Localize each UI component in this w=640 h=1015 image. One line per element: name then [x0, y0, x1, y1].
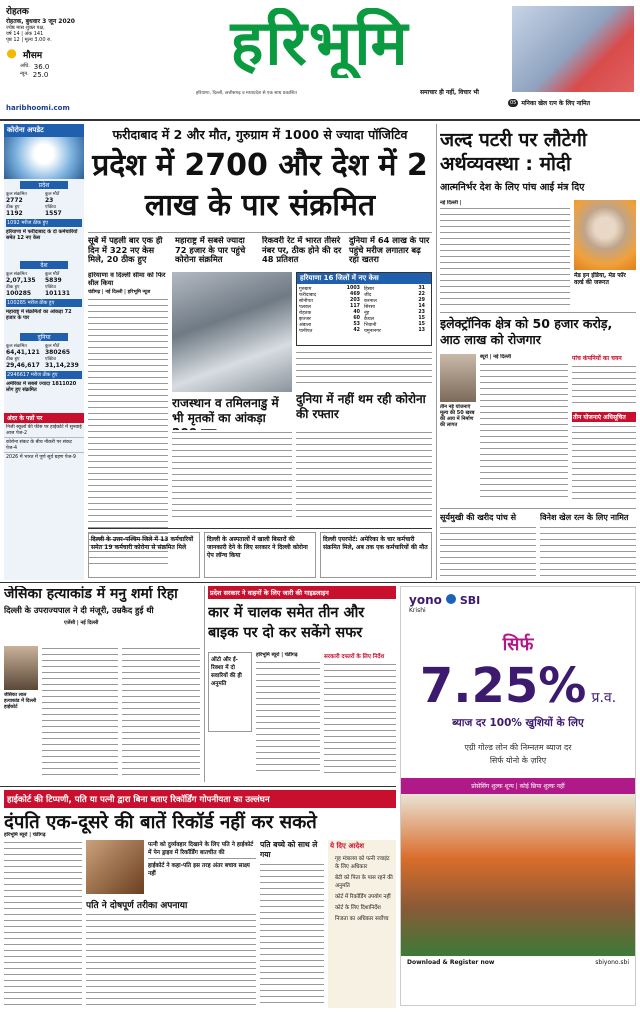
district-name: अंबाला: [299, 323, 312, 328]
hc-bullet: पत्नी को दुर्व्यवहार दिखाने के लिए पति ने हाईकोर्ट में पेन ड्राइव में रिकॉर्डिंग बातचीत की: [148, 840, 256, 859]
car-box-title: सरकारी दफ्तरों के लिए निर्देश: [324, 654, 385, 660]
district-name: रोहतक: [299, 311, 312, 316]
district-count: 23: [418, 310, 425, 315]
haryana-table-title: हरियाणा 16 जिलों में नए केस: [297, 273, 431, 284]
hc-story: हाईकोर्ट की टिप्पणी, पति या पत्नी द्वारा बिना बताए रिकॉर्डिंग गोपनीयता का उल्लंघन दंपति एक-दूसरे की बातें रिकॉर्ड नहीं कर सकते हरिभूमि ब्यूरो | चंडीगढ़ पत्नी को दुर्व्यवहार दिखाने के लिए पति ने हाईकोर्ट में पेन ड्राइव में रिकॉर्डिंग बातचीत की हाईकोर्ट ने कहा-पति इस तरह अंतर बचाव साक्ष्य नहीं पति ने दोषपूर्ण तरीका अपनाया पति बच्चे को साथ ले गया ये दिए आदेश गृह मंत्रालय को पत्नी ज्वाइंट के लिए अधिकार बेटी को पिता के पास रहने की अनुमति कोर्ट में रिकॉर्डिंग उपयोग नहीं कोर्ट के लिए दिशानिर्देश निजता का अधिकार सर्वोच्च: [4, 790, 396, 1012]
teaser-text: मनिका खेल रत्न के लिए नामित: [521, 100, 591, 107]
lead-left-column: हरियाणा व दिल्ली सीमा को फिर सील किया चंडीगढ़ | नई दिल्ली | हरिभूमि न्यूज: [88, 272, 168, 576]
district-count: 15: [418, 322, 425, 327]
lead-kicker: फरीदाबाद में 2 और मौत, गुरुग्राम में 1000 से ज्यादा पॉजिटिव: [112, 127, 408, 142]
district-count: 469: [349, 292, 360, 297]
car-kicker: प्रदेश सरकार ने वाहनों के लिए जारी की गाइडलाइन: [208, 586, 396, 599]
district-name: यमुनानगर: [364, 329, 381, 334]
district-name: पानीपत: [299, 329, 313, 334]
order-item: निजता का अधिकार सर्वोच्च: [335, 916, 389, 922]
car-aside: ऑटो और ई-रिक्शा में दो सवारियों की ही अनुमति: [208, 652, 252, 732]
hc-headline: दंपति एक-दूसरे की बातें रिकॉर्ड नहीं कर सकते: [4, 812, 317, 833]
corona-update-title: कोरोना अपडेट: [4, 124, 84, 137]
lead-sub2b: दुनिया में नहीं थम रही कोरोना की रफ्तार: [296, 392, 426, 421]
lead-sub2a: राजस्थान व तमिलनाडु में भी मृतकों का आंकड़ा: [172, 396, 279, 425]
virus-photo: [4, 137, 84, 179]
lead-box: दिल्ली के उत्तर-पश्चिम जिले में 13 कर्मचारियों समेत 19 कर्मचारी कोरोना से संक्रमित मिले: [88, 532, 200, 578]
district-name: फरीदाबाद: [299, 293, 317, 298]
section-state: प्रदेश: [20, 181, 68, 189]
jessica-deck: दिल्ली के उपराज्यपाल ने दी मंजूरी, उम्रकैद हुई थी: [4, 605, 154, 616]
hc-mid2: पति ने दोषपूर्ण तरीका अपनाया: [86, 901, 188, 911]
jessica-headline: जेसिका हत्याकांड में मनु शर्मा रिहा: [4, 586, 178, 602]
elec-caption: तीन नई योजनाएं मूल्य की 50 खरब की आय में निर्माण की लागत: [440, 404, 475, 428]
district-count: 203: [349, 298, 360, 303]
order-item: गृह मंत्रालय को पत्नी ज्वाइंट के लिए अधिकार: [335, 856, 390, 870]
district-count: 1003: [346, 286, 360, 291]
sports-story: विनेश खेल रत्न के लिए नामित: [540, 512, 636, 580]
section-country: देश: [20, 261, 68, 269]
ravishankar-photo: [440, 354, 476, 402]
corona-sidebar: कोरोना अपडेट प्रदेश कुल संक्रमित कुल मौतें 2772 23 ठीक हुए एक्टिव 1192 1557 1092 मरीज ठीक हुए हरियाणा में फरीदाबाद के दो कर्मचारियों समेत 12 नए केस देश कुल संक्रमित कुल मौतें 2,07,135 5839 ठीक हुए एक्टिव 100285 101131 100285 मरीज ठीक हुए महाराष्ट्र में संक्रमितों का आंकड़ा 72 हजार के पार दुनिया कुल संक्रमित कुल मौतें 64,41,121 380265 ठीक हुए एक्टिव 29,46,617 31,14,239 2946617 मरीज ठीक हुए अमेरिका में सबसे ज्यादा 1811020 लोग हुए संक्रमित अंदर के पन्नों पर निजी स्कूलों की फीस पर हाईकोर्ट में सुनवाई आज पेज-2 कोरोना संकट के बीच नौकरी पर संकट पेज-4 2026 में भारत में पूर्ण सूर्य ग्रहण पेज-9: [4, 124, 84, 580]
masthead-date: रोहतक, बुधवार 3 जून 2020: [6, 18, 75, 25]
hc-orders: ये दिए आदेश गृह मंत्रालय को पत्नी ज्वाइंट के लिए अधिकार बेटी को पिता के पास रहने की अनुमति कोर्ट में रिकॉर्डिंग उपयोग नहीं कोर्ट के लिए दिशानिर्देश निजता का अधिकार सर्वोच्च: [328, 840, 396, 1008]
lead-sub: दुनिया में 64 लाख के पार पहुंचे मरीज लगातार बढ़ रहा खतरा: [349, 236, 430, 265]
section-world: दुनिया: [20, 333, 68, 341]
lead-sub: महाराष्ट्र में सबसे ज्यादा 72 हजार के पार पहुंचे कोरोना संक्रमित: [175, 236, 246, 265]
district-name: भिवानी: [364, 323, 377, 328]
haryana-table: [296, 272, 432, 346]
district-name: गुरुग्राम: [299, 287, 312, 292]
lead-sub: सूबे में पहली बार एक ही दिन में 322 नए केस मिले, 20 ठीक हुए: [88, 236, 163, 265]
jessica-story: जेसिका हत्याकांड में मनु शर्मा रिहा दिल्ली के उपराज्यपाल ने दी मंजूरी, उम्रकैद हुई थी एजेंसी | नई दिल्ली जेसिका लाल हत्याकांड में दिल्ली हाईकोर्ट: [4, 586, 200, 782]
district-name: कैथल: [364, 317, 375, 322]
elec-side2: तीन योजनाएं अधिसूचित: [572, 412, 636, 422]
lead-box: दिल्ली के अस्पतालों में खाली बिस्तरों की जानकारी देने के लिए सरकार ने दिल्ली कोरोना ऐप लॉन्च किया: [204, 532, 316, 578]
district-count: 15: [418, 316, 425, 321]
elec-side-title: पांच कंपनियों का चयन: [572, 355, 622, 362]
ad-farmer-image: [401, 794, 635, 956]
gavel-image: [86, 840, 144, 894]
sbi-ad[interactable]: yono SBI Krishi सिर्फ 7.25% प्र.व. ब्याज दर 100% खुशियों के लिए एग्री गोल्ड लोन की निम्नतम ब्याज दर सिर्फ योनो के ज़रिए प्रोसेसिंग शुल्क शून्य | कोई छिपा शुल्क नहीं Download & Register now sbiyono.sbi: [400, 586, 636, 1006]
district-count: 13: [418, 328, 425, 333]
website-link[interactable]: haribhoomi.com: [6, 104, 70, 112]
lead-photo-caption: हरियाणा व दिल्ली सीमा को फिर सील किया: [88, 272, 166, 287]
district-count: 14: [418, 304, 425, 309]
ad-cta[interactable]: Download & Register now: [407, 959, 495, 966]
district-name: जींद: [364, 293, 372, 298]
district-count: 40: [353, 310, 360, 315]
tagline: हरियाणा, दिल्ली, छत्तीसगढ़ व मध्यप्रदेश से एक साथ प्रकाशित: [196, 91, 297, 96]
modi-headline: जल्द पटरी पर लौटेगी अर्थव्यवस्था : मोदी: [440, 129, 587, 175]
slogan: समाचार ही नहीं, विचार भी: [420, 89, 479, 96]
district-count: 22: [418, 292, 425, 297]
order-item: कोर्ट में रिकॉर्डिंग उपयोग नहीं: [335, 894, 391, 900]
modi-story: जल्द पटरी पर लौटेगी अर्थव्यवस्था : मोदी आत्मनिर्भर देश के लिए पांच आई मंत्र दिए नई दिल्ली | मेड इन इंडिया, मेड फॉर वर्ल्ड की जरूरत: [440, 124, 636, 310]
lead-box: दिल्ली एयरपोर्ट: अमेरिका के चार कर्मचारी संक्रमित मिले, अब तक एक कर्मचारियों की मौत: [320, 532, 432, 578]
teaser-photo: [512, 6, 634, 92]
modi-photo: [574, 200, 636, 270]
district-count: 60: [353, 316, 360, 321]
car-story: प्रदेश सरकार ने वाहनों के लिए जारी की गाइडलाइन कार में चालक समेत तीन और बाइक पर दो कर सकेंगे सफर ऑटो और ई-रिक्शा में दो सवारियों की ही अनुमति हरिभूमि ब्यूरो | चंडीगढ़ सरकारी दफ्तरों के लिए निर्देश: [208, 586, 396, 782]
manu-photo: [4, 646, 38, 690]
electronics-story: इलेक्ट्रॉनिक क्षेत्र को 50 हजार करोड़, आठ लाख को रोजगार तीन नई योजनाएं मूल्य की 50 खरब की आय में निर्माण की लागत ब्यूरो | नई दिल्ली पांच कंपनियों का चयन तीन योजनाएं अधिसूचित: [440, 316, 636, 506]
hc-kicker: हाईकोर्ट की टिप्पणी, पति या पत्नी द्वारा बिना बताए रिकॉर्डिंग गोपनीयता का उल्लंघन: [4, 790, 396, 808]
district-count: 31: [418, 286, 425, 291]
car-headline: कार में चालक समेत तीन और बाइक पर दो कर सकेंगे सफर: [208, 605, 365, 641]
lead-sub: रिकवरी रेट में भारत तीसरे नंबर पर, ठीक होने की दर 48 प्रतिशत: [262, 236, 342, 265]
masthead-city: रोहतक: [6, 7, 29, 17]
modi-deck: आत्मनिर्भर देश के लिए पांच आई मंत्र दिए: [440, 182, 585, 193]
elec-headline: इलेक्ट्रॉनिक क्षेत्र को 50 हजार करोड़, आठ लाख को रोजगार: [440, 316, 613, 347]
district-name: झज्जर: [299, 317, 311, 322]
inside-item[interactable]: 2026 में भारत में पूर्ण सूर्य ग्रहण पेज-9: [6, 455, 76, 460]
inside-pages-title: अंदर के पन्नों पर: [4, 413, 84, 423]
hc-mid-title: पति बच्चे को साथ ले गया: [260, 840, 318, 859]
inside-item[interactable]: निजी स्कूलों की फीस पर हाईकोर्ट में सुनवाई आज पेज-2: [4, 423, 84, 438]
masthead: रोहतक रोहतक, बुधवार 3 जून 2020 ज्येष्ठ मास शुक्ल पक्ष, वर्ष 14 | अंक 141 पृष्ठ 12 | मूल्य 3.00 रु. मौसम अधि. 36.0 न्यून. 25.0 haribhoomi.com हरिभूमि हरियाणा, दिल्ली, छत्तीसगढ़ व मध्यप्रदेश से एक साथ प्रकाशित समाचार ही नहीं, विचार भी 05 मनिका खेल रत्न के लिए नामित: [0, 0, 640, 122]
district-count: 53: [353, 322, 360, 327]
table-row: [364, 328, 429, 334]
lead-story: [88, 124, 432, 580]
district-name: हिसार: [364, 287, 375, 292]
lead-headline: प्रदेश में 2700 और देश में 2 लाख के पार संक्रमित: [92, 148, 428, 224]
district-name: पलवल: [299, 305, 311, 310]
district-name: करनाल: [364, 299, 377, 304]
order-item: बेटी को पिता के पास रहने की अनुमति: [335, 875, 393, 889]
modi-photo-caption: मेड इन इंडिया, मेड फॉर वर्ल्ड की जरूरत: [574, 272, 626, 286]
sbi-logo: [446, 594, 456, 604]
ad-web[interactable]: sbiyono.sbi: [595, 959, 629, 966]
ad-big-label: सिर्फ: [502, 634, 534, 655]
table-row: [299, 328, 364, 334]
ad-band: प्रोसेसिंग शुल्क शून्य | कोई छिपा शुल्क नहीं: [401, 778, 635, 794]
teaser-number: 05: [510, 100, 517, 106]
district-count: 117: [349, 304, 360, 309]
ad-rate: 7.25%: [419, 658, 587, 714]
sun-cloud-icon: [6, 49, 20, 61]
district-name: सिरसा: [364, 305, 375, 310]
hc-bullet: हाईकोर्ट ने कहा-पति इस तरह अंतर बचाव साक्ष्य नहीं: [148, 863, 250, 877]
order-item: कोर्ट के लिए दिशानिर्देश: [335, 905, 381, 911]
district-name: सोनीपत: [299, 299, 313, 304]
district-count: 29: [418, 298, 425, 303]
district-name: नूंह: [364, 311, 370, 316]
weather-box: मौसम अधि. 36.0 न्यून. 25.0: [6, 48, 86, 108]
inside-item[interactable]: कोरोना संकट के बीच नौकरी पर संकट पेज-4: [4, 438, 84, 453]
lead-photo: [172, 272, 292, 392]
sunflower-story: सूर्यमुखी की खरीद पांच से: [440, 512, 536, 580]
district-count: 42: [353, 328, 360, 333]
logo: हरिभूमि: [230, 8, 410, 78]
